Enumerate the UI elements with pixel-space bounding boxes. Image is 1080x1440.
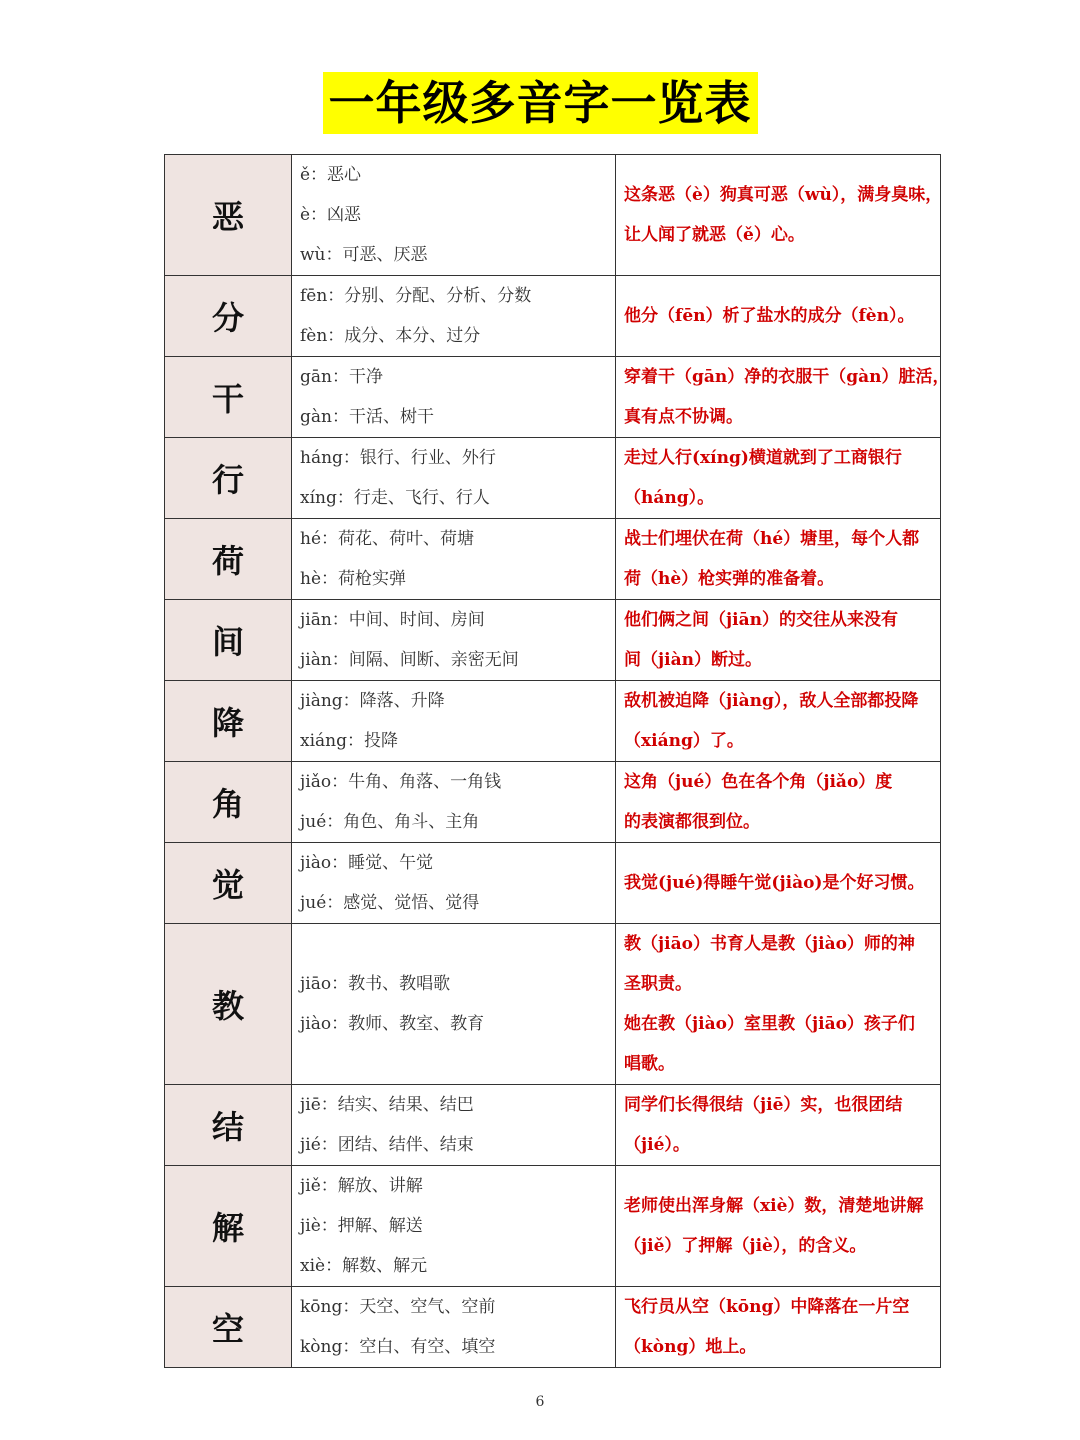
example-sentence-cell: [616, 519, 941, 600]
reading-line: jiàn：间隔、间断、亲密无间: [300, 650, 519, 670]
reading-line: kōng：天空、空气、空前: [300, 1297, 496, 1317]
character-cell: 角: [165, 762, 292, 843]
reading-line: jiàng：降落、升降: [300, 691, 445, 711]
example-sentence-cell: [616, 762, 941, 843]
page-title: 一年级多音字一览表: [323, 72, 758, 134]
sentence-line: 他们俩之间（jiān）的交往从来没有: [624, 610, 898, 630]
polyphonic-table: [164, 154, 950, 1368]
example-sentence-cell: [616, 843, 941, 924]
table-row: [165, 357, 941, 438]
sentence-line: 唱歌。: [624, 1054, 675, 1074]
readings-cell: [292, 519, 616, 600]
table-row: [165, 1287, 941, 1368]
example-sentence-cell: [616, 276, 941, 357]
character-cell: 结: [165, 1085, 292, 1166]
character-cell: 行: [165, 438, 292, 519]
reading-line: jiào：教师、教室、教育: [300, 1014, 485, 1034]
example-sentence-cell: [616, 1287, 941, 1368]
example-sentence-cell: [616, 681, 941, 762]
table-row: [165, 1166, 941, 1287]
sentence-line: 飞行员从空（kōng）中降落在一片空: [624, 1297, 910, 1317]
reading-line: fēn：分别、分配、分析、分数: [300, 286, 532, 306]
sentence-line: 这条恶（è）狗真可恶（wù），满身臭味，: [624, 185, 943, 205]
reading-line: jué：感觉、觉悟、觉得: [300, 893, 480, 913]
sentence-line: 战士们埋伏在荷（hé）塘里，每个人都: [624, 529, 920, 549]
character-cell: 恶: [165, 155, 292, 276]
reading-line: fèn：成分、本分、过分: [300, 326, 481, 346]
reading-line: kòng：空白、有空、填空: [300, 1337, 496, 1357]
table-row: [165, 519, 941, 600]
readings-cell: [292, 1166, 616, 1287]
table-body: [165, 155, 950, 1368]
character-cell: 解: [165, 1166, 292, 1287]
reading-line: xíng：行走、飞行、行人: [300, 488, 490, 508]
readings-cell: [292, 600, 616, 681]
reading-line: jié：团结、结伴、结束: [300, 1135, 474, 1155]
readings-cell: [292, 762, 616, 843]
readings-cell: [292, 155, 616, 276]
character-cell: 教: [165, 924, 292, 1085]
sentence-line: 她在教（jiào）室里教（jiāo）孩子们: [624, 1014, 915, 1034]
sentence-line: 教（jiāo）书育人是教（jiào）师的神: [624, 934, 915, 954]
reading-line: è：凶恶: [300, 205, 362, 225]
character-cell: 觉: [165, 843, 292, 924]
example-sentence-cell: [616, 155, 941, 276]
reading-line: jiào：睡觉、午觉: [300, 853, 434, 873]
sentence-line: （jiě）了押解（jiè），的含义。: [624, 1236, 867, 1256]
sentence-line: 这角（jué）色在各个角（jiǎo）度: [624, 772, 893, 792]
readings-cell: [292, 1085, 616, 1166]
reading-line: jué：角色、角斗、主角: [300, 812, 480, 832]
example-sentence-cell: [616, 357, 950, 438]
sentence-line: 的表演都很到位。: [624, 812, 760, 832]
table-row: [165, 762, 941, 843]
readings-cell: [292, 357, 616, 438]
reading-line: hé：荷花、荷叶、荷塘: [300, 529, 475, 549]
reading-line: wù：可恶、厌恶: [300, 245, 428, 265]
table-row: [165, 843, 941, 924]
sentence-line: 老师使出浑身解（xiè）数，清楚地讲解: [624, 1196, 924, 1216]
readings-cell: [292, 438, 616, 519]
character-cell: 空: [165, 1287, 292, 1368]
table-row: [165, 276, 941, 357]
reading-line: jiān：中间、时间、房间: [300, 610, 485, 630]
table-row: [165, 924, 941, 1085]
example-sentence-cell: [616, 924, 941, 1085]
character-cell: 干: [165, 357, 292, 438]
reading-line: jiǎo：牛角、角落、一角钱: [300, 772, 502, 792]
reading-line: jiāo：教书、教唱歌: [300, 974, 451, 994]
sentence-line: 让人闻了就恶（ě）心。: [624, 225, 805, 245]
sentence-line: 同学们长得很结（jiē）实，也很团结: [624, 1095, 903, 1115]
reading-line: gān：干净: [300, 367, 383, 387]
reading-line: jiē：结实、结果、结巴: [300, 1095, 474, 1115]
reading-line: gàn：干活、树干: [300, 407, 434, 427]
table-row: [165, 681, 941, 762]
sentence-line: 间（jiàn）断过。: [624, 650, 762, 670]
character-cell: 分: [165, 276, 292, 357]
page-number: 6: [535, 1394, 545, 1410]
readings-cell: [292, 1287, 616, 1368]
sentence-line: 我觉(jué)得睡午觉(jiào)是个好习惯。: [624, 873, 925, 893]
sentence-line: 走过人行(xíng)横道就到了工商银行: [624, 448, 902, 468]
sentence-line: （xiáng）了。: [624, 731, 744, 751]
readings-cell: [292, 681, 616, 762]
sentence-line: 他分（fēn）析了盐水的成分（fèn）。: [624, 306, 915, 326]
readings-cell: [292, 276, 616, 357]
example-sentence-cell: [616, 438, 941, 519]
example-sentence-cell: [616, 1085, 941, 1166]
example-sentence-cell: [616, 600, 941, 681]
sentence-line: （háng）。: [624, 488, 715, 508]
sentence-line: （kòng）地上。: [624, 1337, 757, 1357]
character-cell: 间: [165, 600, 292, 681]
sentence-line: 敌机被迫降（jiàng），敌人全部都投降: [624, 691, 919, 711]
reading-line: xiáng：投降: [300, 731, 398, 751]
example-sentence-cell: [616, 1166, 941, 1287]
table-row: [165, 438, 941, 519]
reading-line: ě：恶心: [300, 165, 362, 185]
reading-line: xiè：解数、解元: [300, 1256, 428, 1276]
readings-cell: [292, 843, 616, 924]
sentence-line: 真有点不协调。: [624, 407, 743, 427]
readings-cell: [292, 924, 616, 1085]
sentence-line: 圣职责。: [624, 974, 692, 994]
sentence-line: 穿着干（gān）净的衣服干（gàn）脏活，: [624, 367, 950, 387]
table-row: [165, 1085, 941, 1166]
sentence-line: 荷（hè）枪实弹的准备着。: [624, 569, 835, 589]
character-cell: 荷: [165, 519, 292, 600]
reading-line: háng：银行、行业、外行: [300, 448, 496, 468]
character-cell: 降: [165, 681, 292, 762]
sentence-line: （jié）。: [624, 1135, 690, 1155]
title-wrapper: [0, 72, 1080, 134]
reading-line: jiè：押解、解送: [300, 1216, 423, 1236]
reading-line: jiě：解放、讲解: [300, 1176, 423, 1196]
table-row: [165, 155, 941, 276]
table-row: [165, 600, 941, 681]
reading-line: hè：荷枪实弹: [300, 569, 407, 589]
